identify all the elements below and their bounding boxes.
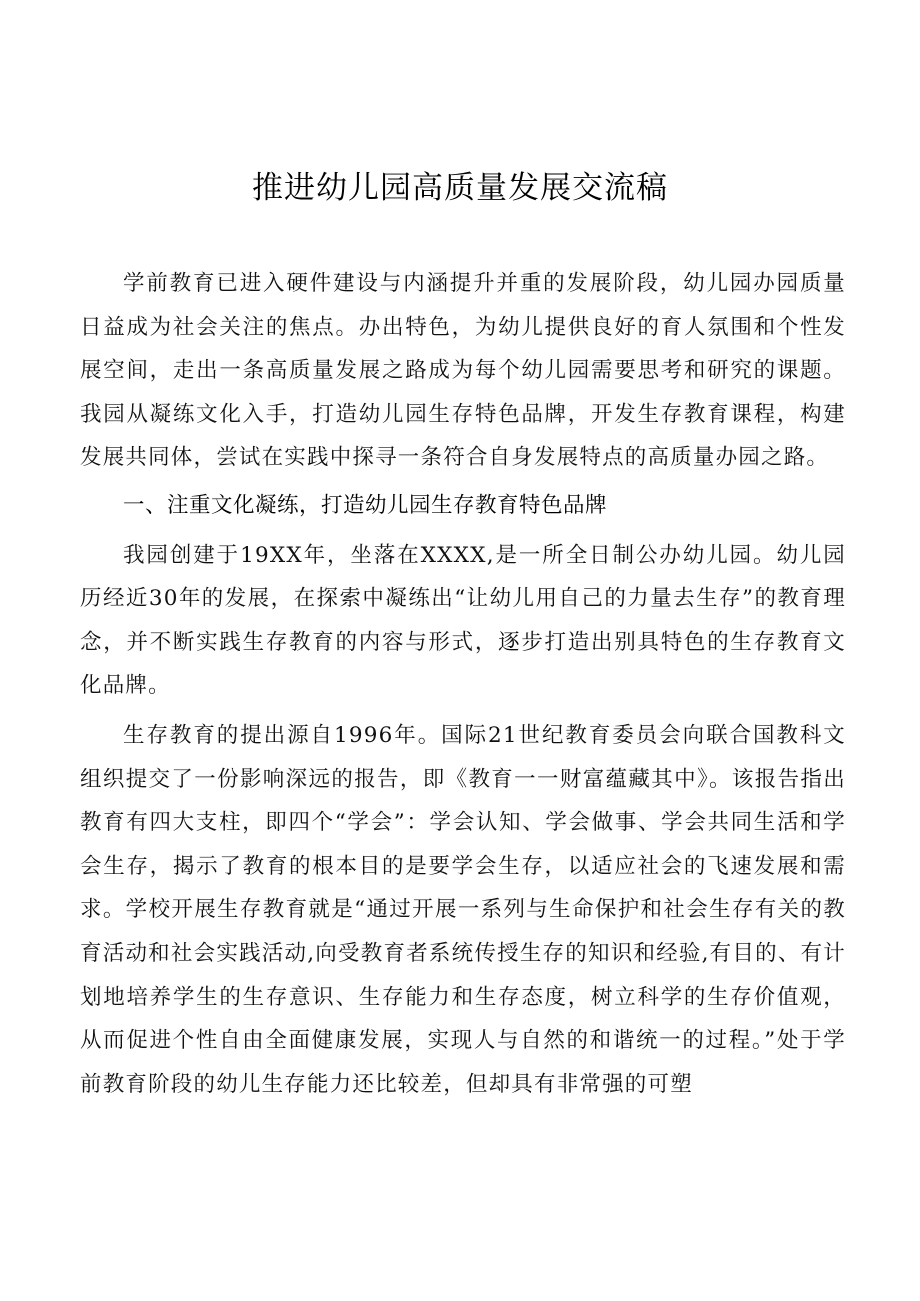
body-paragraph-history: 我园创建于19XX年，坐落在XXXX,是一所全日制公办幼儿园。幼儿园历经近30年的发展，在探索中凝练出“让幼儿用自己的力量去生存”的教育理念，并不断实践生存教育的内容与形式，逐步打造出别具特色的生存教育文化品牌。 <box>80 542 846 699</box>
document-title: 推进幼儿园高质量发展交流稿 <box>252 170 668 206</box>
document-body <box>80 262 846 1106</box>
section-heading-1: 一、注重文化凝练，打造幼儿园生存教育特色品牌 <box>123 492 608 518</box>
body-paragraph-survival-education: 生存教育的提出源自1996年。国际21世纪教育委员会向联合国教科文组织提交了一份影响深远的报告，即《教育一一财富蕴藏其中》。该报告指出教育有四大支柱，即四个“学会”：学会认知、学会做事、学会共同生活和学会生存，揭示了教育的根本目的是要学会生存，以适应社会的飞速发展和需求。学校开展生存教育就是“通过开展一系列与生命保护和社会生存有关的教育活动和社会实践活动,向受教育者系统传授生存的知识和经验,有目的、有计划地培养学生的生存意识、生存能力和生存态度，树立科学的生存价值观，从而促进个性自由全面健康发展，实现人与自然的和谐统一的过程。”处于学前教育阶段的幼儿生存能力还比较差，但却具有非常强的可塑 <box>80 722 846 1097</box>
intro-paragraph: 学前教育已进入硬件建设与内涵提升并重的发展阶段，幼儿园办园质量日益成为社会关注的焦点。办出特色，为幼儿提供良好的育人氛围和个性发展空间，走出一条高质量发展之路成为每个幼儿园需要思考和研究的课题。我园从凝练文化入手，打造幼儿园生存特色品牌，开发生存教育课程，构建发展共同体，尝试在实践中探寻一条符合自身发展特点的高质量办园之路。 <box>80 271 846 471</box>
